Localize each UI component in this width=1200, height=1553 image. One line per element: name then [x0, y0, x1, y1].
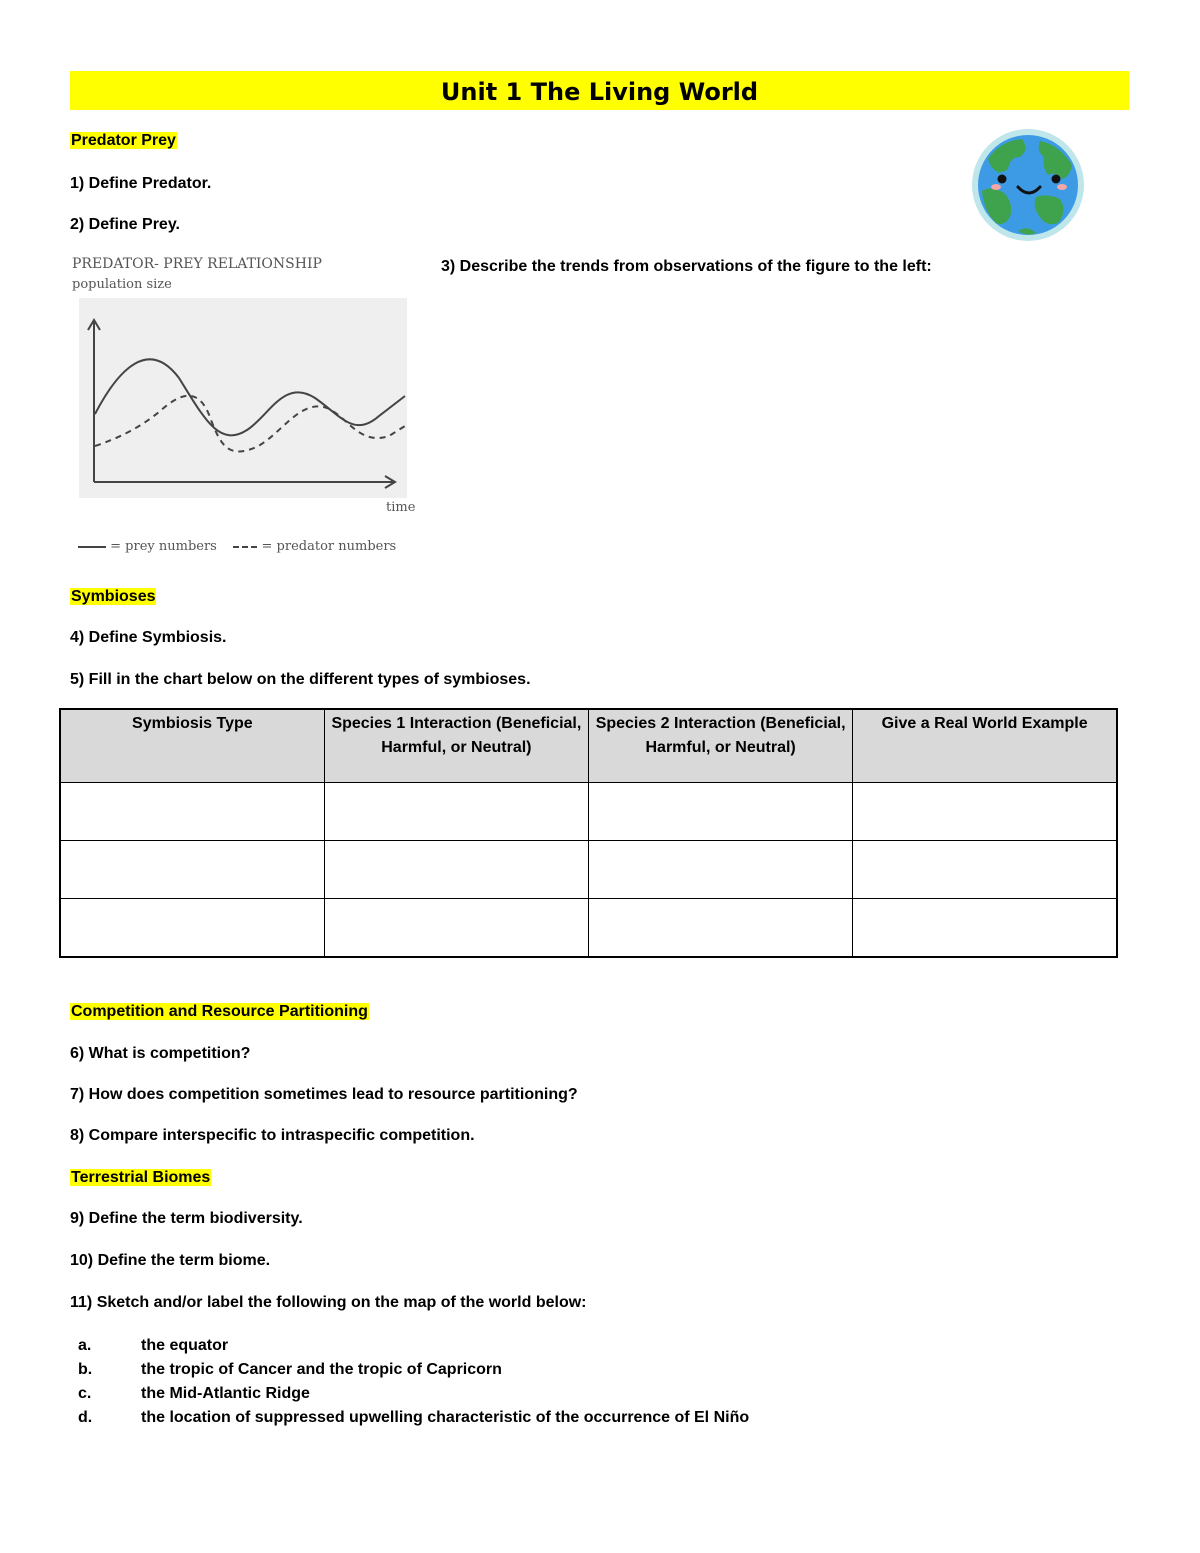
table-header-row [60, 709, 1117, 783]
sketch-list [78, 1334, 749, 1430]
section-heading-symbioses: Symbioses [71, 588, 156, 605]
section-heading-biomes: Terrestrial Biomes [71, 1169, 211, 1186]
list-item: c. the Mid-Atlantic Ridge [78, 1385, 310, 1402]
section-heading-predator-prey: Predator Prey [71, 132, 176, 149]
table-cell[interactable] [589, 899, 853, 958]
table-header-cell: Give a Real World Example [853, 709, 1117, 783]
table-cell[interactable] [60, 841, 324, 899]
legend-prey: = prey numbers [110, 539, 217, 554]
figure-title: PREDATOR- PREY RELATIONSHIP [72, 256, 322, 272]
question-10: 10) Define the term biome. [70, 1252, 271, 1269]
list-item: a. the equator [78, 1337, 229, 1354]
figure-ylabel: population size [72, 277, 172, 292]
question-9: 9) Define the term biodiversity. [70, 1210, 303, 1227]
table-row [60, 899, 1117, 958]
page-title: Unit 1 The Living World [70, 71, 1129, 110]
predator-prey-figure [72, 252, 422, 562]
figure-xlabel: time [386, 500, 416, 515]
table-cell[interactable] [853, 783, 1117, 841]
earth-icon [970, 127, 1086, 243]
question-3: 3) Describe the trends from observations of the figure to the left: [441, 258, 932, 275]
list-item: d. the location of suppressed upwelling characteristic of the occurrence of El Niño [78, 1409, 750, 1426]
table-cell[interactable] [853, 899, 1117, 958]
question-4: 4) Define Symbiosis. [70, 629, 227, 646]
section-heading-competition: Competition and Resource Partitioning [71, 1003, 368, 1020]
question-8: 8) Compare interspecific to intraspecific competition. [70, 1127, 475, 1144]
question-1: 1) Define Predator. [70, 175, 212, 192]
table-row [60, 783, 1117, 841]
question-11: 11) Sketch and/or label the following on the map of the world below: [70, 1294, 587, 1311]
symbiosis-table [59, 708, 1118, 958]
table-cell[interactable] [60, 899, 324, 958]
table-cell[interactable] [589, 783, 853, 841]
figure-legend [78, 539, 396, 554]
table-cell[interactable] [324, 783, 588, 841]
table-cell[interactable] [324, 841, 588, 899]
table-cell[interactable] [60, 783, 324, 841]
legend-predator: = predator numbers [261, 539, 397, 554]
table-cell[interactable] [853, 841, 1117, 899]
list-item: b. the tropic of Cancer and the tropic of Capricorn [78, 1361, 502, 1378]
question-6: 6) What is competition? [70, 1045, 251, 1062]
table-row [60, 841, 1117, 899]
question-5: 5) Fill in the chart below on the different types of symbioses. [70, 671, 531, 688]
population-graph [79, 298, 407, 498]
table-cell[interactable] [324, 899, 588, 958]
question-2: 2) Define Prey. [70, 216, 180, 233]
table-cell[interactable] [589, 841, 853, 899]
table-header-cell: Symbiosis Type [60, 709, 324, 783]
table-header-cell: Species 1 Interaction (Beneficial, Harmful, or Neutral) [324, 709, 588, 783]
table-header-cell: Species 2 Interaction (Beneficial, Harmful, or Neutral) [589, 709, 853, 783]
question-7: 7) How does competition sometimes lead to resource partitioning? [70, 1086, 578, 1103]
